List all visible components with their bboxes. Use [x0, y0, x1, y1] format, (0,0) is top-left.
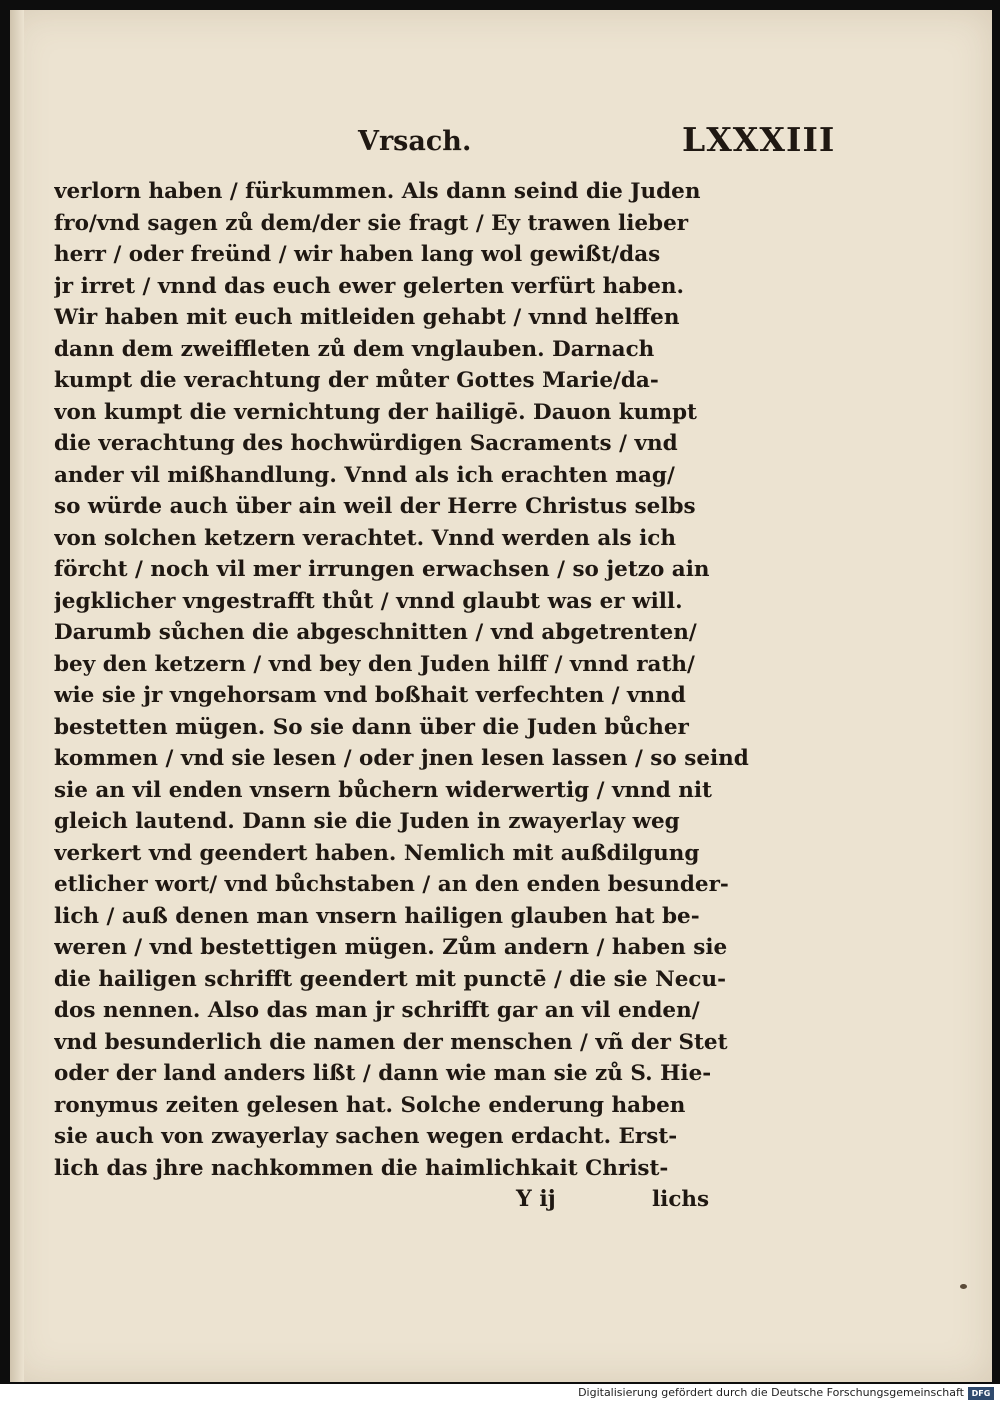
signature-mark: Y ij: [516, 1186, 556, 1212]
text-line: dos nennen. Also das man jr schrifft gar an vil enden/: [54, 998, 700, 1023]
text-line: von kumpt die vernichtung der hailigē. Dauon kumpt: [54, 399, 697, 425]
text-line: jr irret / vnnd das euch ewer gelerten verfürt haben.: [54, 273, 684, 299]
text-line: kumpt die verachtung der můter Gottes Marie/da-: [54, 368, 659, 393]
text-line: oder der land anders lißt / dann wie man sie zů S. Hie-: [54, 1061, 712, 1086]
text-line: fro/vnd sagen zů dem/der sie fragt / Ey trawen lieber: [54, 210, 689, 236]
text-line: lich / auß denen man vnsern hailigen glauben hat be-: [54, 903, 700, 929]
text-line: ronymus zeiten gelesen hat. Solche enderung haben: [54, 1092, 686, 1118]
text-line: etlicher wort/ vnd bůchstaben / an den enden besunder-: [54, 872, 729, 897]
folio-number: LXXXIII: [682, 120, 836, 159]
text-line: sie auch von zwayerlay sachen wegen erdacht. Erst-: [54, 1124, 678, 1149]
text-line: verlorn haben / fürkummen. Als dann seind die Juden: [54, 179, 701, 204]
text-line: kommen / vnd sie lesen / oder jnen lesen lassen / so seind: [54, 746, 749, 771]
catchword: lichs: [652, 1187, 710, 1212]
text-line: vnd besunderlich die namen der menschen / vñ der Stet: [54, 1029, 728, 1055]
text-line: dann dem zweiffleten zů dem vnglauben. Darnach: [54, 336, 655, 362]
body-text: [54, 176, 754, 1184]
text-line: wie sie jr vngehorsam vnd boßhait verfechten / vnnd: [54, 683, 686, 708]
text-line: gleich lautend. Dann sie die Juden in zwayerlay weg: [54, 809, 680, 834]
text-line: Wir haben mit euch mitleiden gehabt / vnnd helffen: [54, 305, 680, 330]
dfg-credit: Digitalisierung gefördert durch die Deutsche Forschungsgemeinschaft: [578, 1386, 964, 1399]
text-line: verkert vnd geendert haben. Nemlich mit außdilgung: [54, 840, 700, 866]
text-line: ander vil mißhandlung. Vnnd als ich erachten mag/: [54, 462, 675, 488]
text-line: herr / oder freünd / wir haben lang wol gewißt/das: [54, 242, 661, 267]
text-line: bestetten mügen. So sie dann über die Juden bůcher: [54, 714, 689, 740]
running-head: Vrsach.: [358, 126, 472, 157]
text-line: Darumb sůchen die abgeschnitten / vnd abgetrenten/: [54, 620, 697, 645]
text-line: von solchen ketzern verachtet. Vnnd werden als ich: [54, 525, 676, 551]
text-line: förcht / noch vil mer irrungen erwachsen / so jetzo ain: [54, 557, 710, 582]
text-line: die hailigen schrifft geendert mit punctē / die sie Necu-: [54, 966, 727, 992]
text-line: die verachtung des hochwürdigen Sacraments / vnd: [54, 431, 678, 456]
footer-bar: [0, 1384, 1000, 1404]
page-header: [54, 114, 836, 176]
text-line: lich das jhre nachkommen die haimlichkait Christ-: [54, 1155, 669, 1181]
text-block: [54, 114, 836, 1216]
text-line: sie an vil enden vnsern bůchern widerwertig / vnnd nit: [54, 777, 712, 803]
text-line: so würde auch über ain weil der Herre Christus selbs: [54, 494, 696, 519]
text-line: jegklicher vngestrafft thůt / vnnd glaubt was er will.: [54, 588, 683, 614]
dfg-logo-icon: DFG: [968, 1387, 994, 1400]
page-gutter-shadow: [10, 10, 24, 1382]
text-line: weren / vnd bestettigen mügen. Zům andern / haben sie: [54, 935, 728, 960]
page-foot-row: [54, 1184, 754, 1216]
ink-speck: [960, 1284, 967, 1289]
text-line: bey den ketzern / vnd bey den Juden hilff / vnnd rath/: [54, 651, 695, 677]
